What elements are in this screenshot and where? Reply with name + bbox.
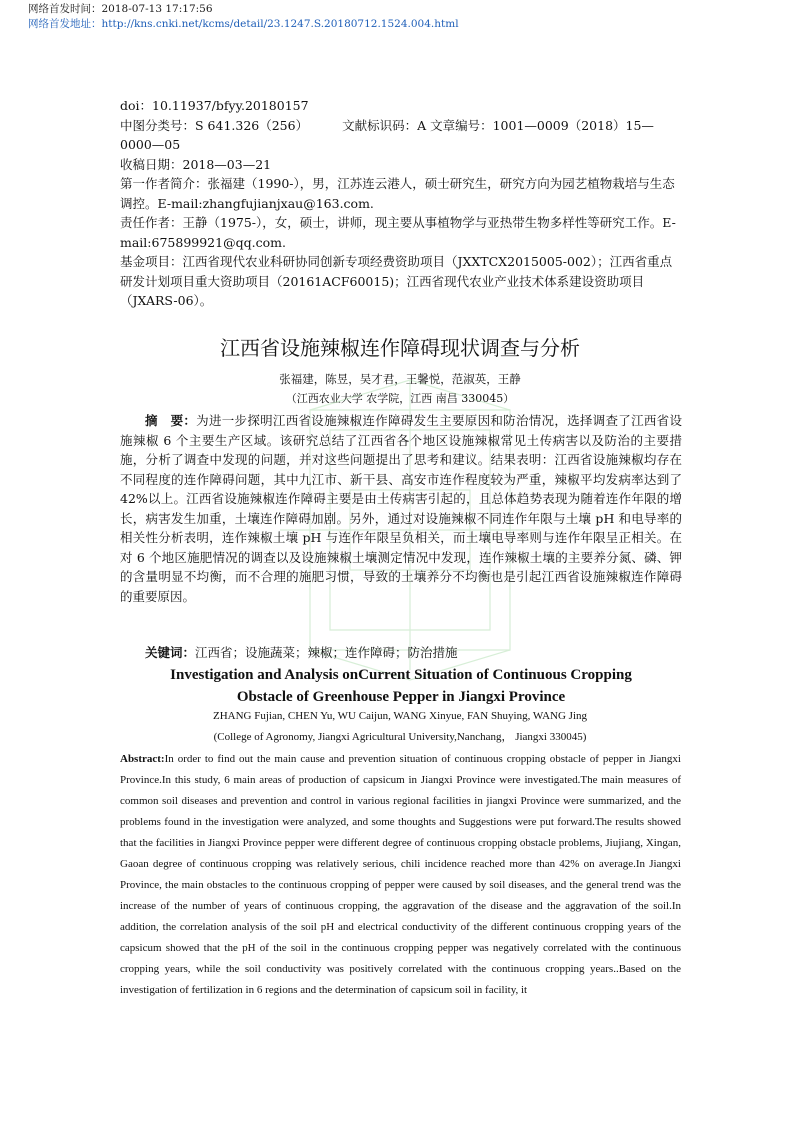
abstract-cn-text: 为进一步探明江西省设施辣椒连作障碍发生主要原因和防治情况，选择调查了江西省设施辣椒 6 个主要生产区域。该研究总结了江西省各个地区设施辣椒常见土传病害以及防治的主要措施，分析了调查中发现的问题，并对这些问题提出了思考和建议。结果表明：江西省设施辣椒均存在不同程度的连作障碍问题，其中九江市、新干县、高安市连作程度较为严重，辣椒平均发病率达到了 42%以上。江西省设施辣椒连作障碍主要是由土传病害引起的，且总体趋势表现为随着连作年限的增长，病害发生加重，土壤连作障碍加剧。另外，通过对设施辣椒不同连作年限与土壤 pH 和电导率的相关性分析表明，连作辣椒土壤 pH 与连作年限呈负相关，而土壤电导率则与连作年限呈正相关。在对 6 个地区施肥情况的调查以及设施辣椒土壤测定情况中发现，连作辣椒土壤的主要养分氮、磷、钾的含量明显不均衡，而不合理的施肥习惯，导致的土壤养分不均衡也是引起江西省设施辣椒连作障碍的重要原因。 [120, 413, 682, 604]
abstract-cn [120, 411, 682, 606]
article-metadata [120, 96, 682, 311]
keywords-cn [120, 643, 682, 663]
doi: doi：10.11937/bfyy.20180157 [120, 98, 309, 113]
abstract-cn-label: 摘 要： [145, 413, 197, 428]
abstract-en [120, 749, 681, 1001]
publication-info [28, 2, 459, 32]
received-date: 收稿日期：2018—03—21 [120, 156, 272, 172]
paper-title-en-line2: Obstacle of Greenhouse Pepper in Jiangxi Province [236, 689, 566, 705]
abstract-en-label: Abstract: [120, 753, 165, 765]
first-published-url-label: 网络首发地址： [28, 18, 102, 30]
first-published-time-label: 网络首发时间： [28, 3, 102, 15]
abstract-en-text: In order to find out the main cause and prevention situation of continuous cropping obstacle of pepper in Jiangxi Province.In this study, 6 main areas of production of capsicum in Jiangxi Province were investigated.The main measures of common soil diseases and prevention and control in various regional facilities in jiangxi Province were summarized, and the problems found in the investigation were analyzed, and some thoughts and Suggestions were put forward.The results showed that the facilities in Jiangxi Province pepper were different degree of continuous cropping obstacle problems, Jiujiang, Xingan, Gaoan degree of continuous cropping was relatively serious, chili incidence reached more than 42% on average.In Jiangxi Province, the main obstacles to the continuous cropping of pepper were caused by soil diseases, and the general trend was the increase of the number of years of continuous cropping, the aggravation of the disease and the aggravation of the soil.In addition, the correlation analysis of the soil pH and electrical conductivity of the different continuous cropping years of the capsicum showed that the pH of the soil in the continuous cropping pepper was negatively correlated with the continuous cropping years, while the soil conductivity was positively correlated with the continuous cropping years..Based on the investigation of fertilization in 6 regions and the determination of capsicum soil in facility, it [120, 753, 681, 996]
paper-title-en [120, 664, 682, 708]
document-code: 文献标识码：A 文章编号：1001—0009（2018）15—0000—05 [120, 117, 654, 152]
authors-en: ZHANG Fujian, CHEN Yu, WU Caijun, WANG Xinyue, FAN Shuying, WANG Jing [213, 710, 587, 722]
affiliation-cn: （江西农业大学 农学院，江西 南昌 330045） [285, 392, 515, 405]
paper-title-en-line1: Investigation and Analysis onCurrent Situation of Continuous Cropping [170, 667, 632, 683]
first-author-bio: 第一作者简介：张福建（1990-），男，江苏连云港人，硕士研究生，研究方向为园艺植物栽培与生态调控。E-mail:zhangfujianjxau@163.com. [120, 176, 675, 211]
affiliation-en: (College of Agronomy, Jiangxi Agricultural University,Nanchang， Jiangxi 330045) [213, 731, 587, 743]
first-published-time [28, 2, 459, 17]
authors-cn: 张福建，陈昱，吴才君，王馨悦，范淑英，王静 [279, 372, 521, 386]
classification-line [120, 116, 682, 155]
first-published-time-value: 2018-07-13 17:17:56 [101, 3, 213, 15]
paper-title-cn: 江西省设施辣椒连作障碍现状调查与分析 [220, 336, 580, 360]
fund-projects: 基金项目：江西省现代农业科研协同创新专项经费资助项目（JXXTCX2015005-002）；江西省重点研发计划项目重大资助项目（20161ACF60015)；江西省现代农业产业技术体系建设资助项目（JXARS-06）。 [120, 254, 673, 308]
first-published-url-link[interactable]: http://kns.cnki.net/kcms/detail/23.1247.S.20180712.1524.004.html [101, 18, 459, 30]
keywords-cn-text: 江西省；设施蔬菜；辣椒；连作障碍；防治措施 [195, 645, 458, 660]
corresponding-author: 责任作者：王静（1975-），女，硕士，讲师，现主要从事植物学与亚热带生物多样性等研究工作。E-mail:675899921@qq.com. [120, 215, 676, 250]
clc-number: 中图分类号：S 641.326（256） [120, 117, 309, 133]
keywords-cn-label: 关键词： [145, 645, 196, 660]
first-published-url [28, 17, 459, 32]
